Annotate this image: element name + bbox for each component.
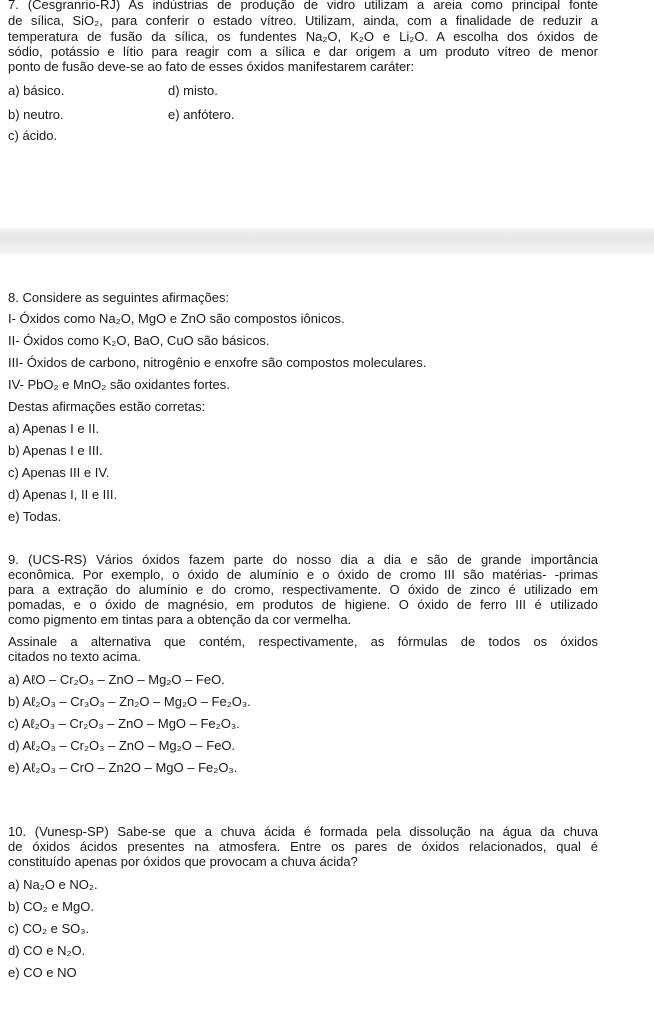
q8-prompt: Destas afirmações estão corretas:: [8, 399, 206, 414]
q7-option-e: e) anfótero.: [168, 107, 235, 122]
q8-statement-4: IV- PbO₂ e MnO₂ são oxidantes fortes.: [8, 377, 230, 392]
q8-statement-1: I- Óxidos como Na₂O, MgO e ZnO são compostos iônicos.: [8, 311, 345, 326]
q10-option-c: c) CO₂ e SO₃.: [8, 921, 90, 936]
q9-prompt-line-2: citados no texto acima.: [8, 649, 141, 664]
page-top: [0, 0, 646, 228]
q7-option-a: a) básico.: [8, 83, 65, 98]
q7-stem-line-1: 7. (Cesgranrio-RJ) As indústrias de produção de vidro utilizam a areia como principal fonte: [8, 0, 598, 12]
q7-stem-line-5: ponto de fusão deve-se ao fato de esses óxidos manifestarem caráter:: [8, 59, 415, 74]
page-gap: [0, 228, 654, 254]
q8-option-c: c) Apenas III e IV.: [8, 465, 110, 480]
q9-prompt-line-1: Assinale a alternativa que contém, respectivamente, as fórmulas de todos os óxidos: [8, 634, 598, 649]
q10-option-e: e) CO e NO: [8, 965, 77, 980]
q7-stem-line-2: de sílica, SiO₂, para conferir o estado vítreo. Utilizam, ainda, com a finalidade de reduzir a: [8, 13, 598, 28]
q7-option-d: d) misto.: [168, 83, 218, 98]
q8-option-d: d) Apenas I, II e III.: [8, 487, 118, 502]
q8-title: 8. Considere as seguintes afirmações:: [8, 290, 230, 305]
q9-option-e: e) Aℓ₂O₃ – CrO – Zn2O – MgO – Fe₂O₃.: [8, 760, 238, 775]
q9-option-a: a) AℓO – Cr₂O₃ – ZnO – Mg₂O – FeO.: [8, 672, 225, 687]
q10-option-d: d) CO e N₂O.: [8, 943, 86, 958]
q7-option-b: b) neutro.: [8, 107, 64, 122]
q10-stem-line-2: de óxidos ácidos presentes na atmosfera. Entre os pares de óxidos relacionados, qual é: [8, 839, 598, 854]
q8-statement-3: III- Óxidos de carbono, nitrogênio e enxofre são compostos moleculares.: [8, 355, 427, 370]
q7-option-c: c) ácido.: [8, 128, 58, 143]
q9-stem-line-2: econômica. Por exemplo, o óxido de alumínio e o óxido de cromo III são matérias- -primas: [8, 567, 598, 582]
q9-option-b: b) Aℓ₂O₃ – Cr₃O₃ – Zn₂O – Mg₂O – Fe₂O₃.: [8, 694, 251, 709]
q10-option-b: b) CO₂ e MgO.: [8, 899, 94, 914]
q10-stem-line-1: 10. (Vunesp-SP) Sabe-se que a chuva ácida é formada pela dissolução na água da chuva: [8, 824, 598, 839]
q9-stem-line-5: como pigmento em tintas para a obtenção da cor vermelha.: [8, 612, 352, 627]
q7-stem-line-3: temperatura de fusão da sílica, os fundentes Na₂O, K₂O e Li₂O. A escolha dos óxidos de: [8, 29, 598, 44]
q10-stem-line-3: constituído apenas por óxidos que provocam a chuva ácida?: [8, 854, 358, 869]
page-bottom: [0, 254, 646, 1023]
q10-option-a: a) Na₂O e NO₂.: [8, 877, 98, 892]
q9-stem-line-3: para a extração do alumínio e do cromo, respectivamente. O óxido de zinco é utilizado em: [8, 582, 598, 597]
q8-option-b: b) Apenas I e III.: [8, 443, 103, 458]
q9-option-d: d) Aℓ₂O₃ – Cr₂O₃ – ZnO – Mg₂O – FeO.: [8, 738, 236, 753]
q8-option-a: a) Apenas I e II.: [8, 421, 100, 436]
q8-statement-2: II- Óxidos como K₂O, BaO, CuO são básicos.: [8, 333, 270, 348]
q8-option-e: e) Todas.: [8, 509, 62, 524]
q7-stem-line-4: sódio, potássio e lítio para reagir com a sílica e dar origem a um produto vítreo de menor: [8, 44, 598, 59]
q9-stem-line-4: pomadas, e o óxido de magnésio, em produtos de higiene. O óxido de ferro III é utilizado: [8, 597, 598, 612]
q9-option-c: c) Aℓ₂O₃ – Cr₂O₃ – ZnO – MgO – Fe₂O₃.: [8, 716, 240, 731]
q9-stem-line-1: 9. (UCS-RS) Vários óxidos fazem parte do nosso dia a dia e são de grande importância: [8, 552, 598, 567]
